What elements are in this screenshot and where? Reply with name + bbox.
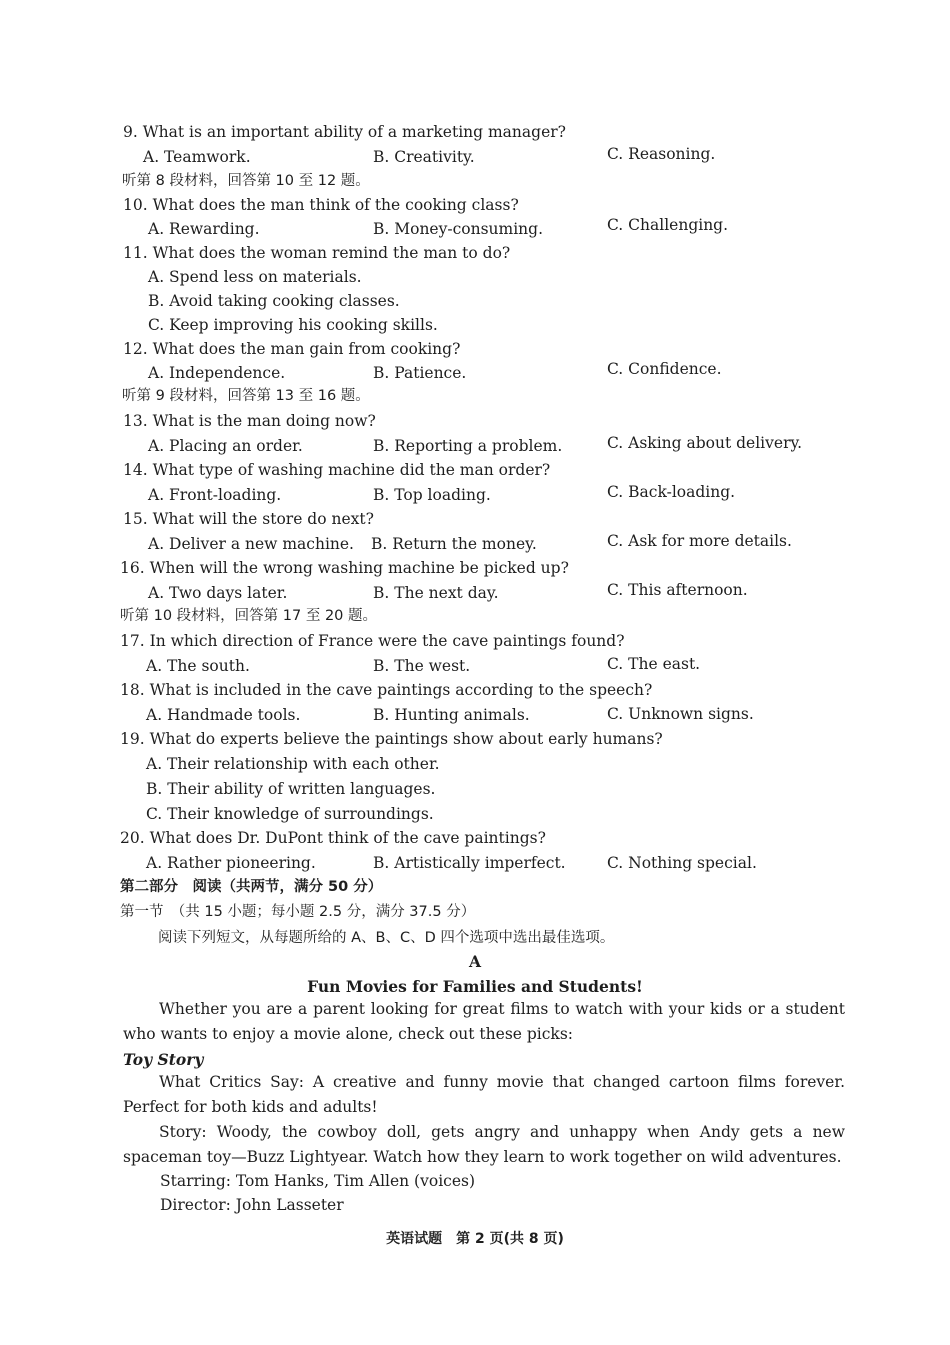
section-instruction-9: 听第 9 段材料，回答第 13 至 16 题。 <box>122 388 370 404</box>
question-19-option-c: C. Their knowledge of surroundings. <box>146 805 434 823</box>
question-14-option-c: C. Back-loading. <box>607 483 736 501</box>
question-10-option-a: A. Rewarding. <box>148 220 260 238</box>
question-18-option-c: C. Unknown signs. <box>607 705 754 723</box>
page-footer: 英语试题 第 2 页(共 8 页) <box>386 1231 564 1247</box>
question-16-option-c: C. This afternoon. <box>607 581 748 599</box>
question-17-option-c: C. The east. <box>607 655 701 673</box>
question-17-stem: 17. In which direction of France were the cave paintings found? <box>120 632 625 650</box>
question-10-option-b: B. Money-consuming. <box>373 220 544 238</box>
section-instruction-8: 听第 8 段材料，回答第 10 至 12 题。 <box>122 173 370 189</box>
part2-instruction: 阅读下列短文，从每题所给的 A、B、C、D 四个选项中选出最佳选项。 <box>158 930 615 946</box>
question-17-option-b: B. The west. <box>373 657 471 675</box>
section-instruction-10: 听第 10 段材料，回答第 17 至 20 题。 <box>120 608 378 624</box>
question-13-option-a: A. Placing an order. <box>148 437 303 455</box>
question-16-option-a: A. Two days later. <box>148 584 288 602</box>
movie-critics: What Critics Say: A creative and funny movie that changed cartoon films forever. Perfect for both kids and adults! <box>123 1073 845 1116</box>
question-20-option-a: A. Rather pioneering. <box>146 854 316 872</box>
movie-starring: Starring: Tom Hanks, Tim Allen (voices) <box>160 1172 476 1190</box>
question-18-stem: 18. What is included in the cave paintings according to the speech? <box>120 681 653 699</box>
question-12-option-b: B. Patience. <box>373 364 467 382</box>
question-12-stem: 12. What does the man gain from cooking? <box>123 340 461 358</box>
question-9-stem: 9. What is an important ability of a marketing manager? <box>123 123 566 141</box>
question-15-option-a: A. Deliver a new machine. <box>148 535 354 553</box>
movie-story: Story: Woody, the cowboy doll, gets angry and unhappy when Andy gets a new spaceman toy—Buzz Lightyear. Watch how they learn to work together on wild adventures. <box>123 1123 845 1166</box>
part2-heading: 第二部分 阅读（共两节，满分 50 分） <box>120 879 383 895</box>
question-20-option-c: C. Nothing special. <box>607 854 757 872</box>
question-16-stem: 16. When will the wrong washing machine be picked up? <box>120 559 569 577</box>
question-19-option-b: B. Their ability of written languages. <box>146 780 436 798</box>
question-10-option-c: C. Challenging. <box>607 216 729 234</box>
question-12-option-c: C. Confidence. <box>607 360 722 378</box>
question-13-option-b: B. Reporting a problem. <box>373 437 563 455</box>
question-9-option-c: C. Reasoning. <box>607 145 716 163</box>
question-13-option-c: C. Asking about delivery. <box>607 434 803 452</box>
question-15-stem: 15. What will the store do next? <box>123 510 374 528</box>
question-13-stem: 13. What is the man doing now? <box>123 412 376 430</box>
question-12-option-a: A. Independence. <box>148 364 286 382</box>
question-9-option-a: A. Teamwork. <box>143 148 251 166</box>
part2-section1: 第一节 （共 15 小题；每小题 2.5 分，满分 37.5 分） <box>120 904 476 920</box>
question-14-stem: 14. What type of washing machine did the man order? <box>123 461 551 479</box>
question-10-stem: 10. What does the man think of the cooking class? <box>123 196 519 214</box>
question-17-option-a: A. The south. <box>146 657 250 675</box>
question-18-option-a: A. Handmade tools. <box>146 706 301 724</box>
question-11-option-b: B. Avoid taking cooking classes. <box>148 292 400 310</box>
question-9-option-b: B. Creativity. <box>373 148 475 166</box>
question-19-option-a: A. Their relationship with each other. <box>146 755 440 773</box>
question-11-option-a: A. Spend less on materials. <box>148 268 362 286</box>
movie-director: Director: John Lasseter <box>160 1196 344 1214</box>
question-15-option-c: C. Ask for more details. <box>607 532 792 550</box>
question-11-option-c: C. Keep improving his cooking skills. <box>148 316 438 334</box>
passage-title: Fun Movies for Families and Students! <box>307 977 643 996</box>
question-15-option-b: B. Return the money. <box>371 535 537 553</box>
passage-letter: A <box>468 952 482 971</box>
movie-title: Toy Story <box>123 1050 204 1069</box>
question-20-stem: 20. What does Dr. DuPont think of the cave paintings? <box>120 829 546 847</box>
passage-intro: Whether you are a parent looking for great films to watch with your kids or a student who wants to enjoy a movie alone, check out these picks: <box>123 1000 845 1043</box>
question-11-stem: 11. What does the woman remind the man to do? <box>123 244 511 262</box>
question-14-option-a: A. Front-loading. <box>148 486 282 504</box>
question-14-option-b: B. Top loading. <box>373 486 491 504</box>
question-20-option-b: B. Artistically imperfect. <box>373 854 566 872</box>
question-18-option-b: B. Hunting animals. <box>373 706 530 724</box>
question-19-stem: 19. What do experts believe the paintings show about early humans? <box>120 730 663 748</box>
question-16-option-b: B. The next day. <box>373 584 499 602</box>
